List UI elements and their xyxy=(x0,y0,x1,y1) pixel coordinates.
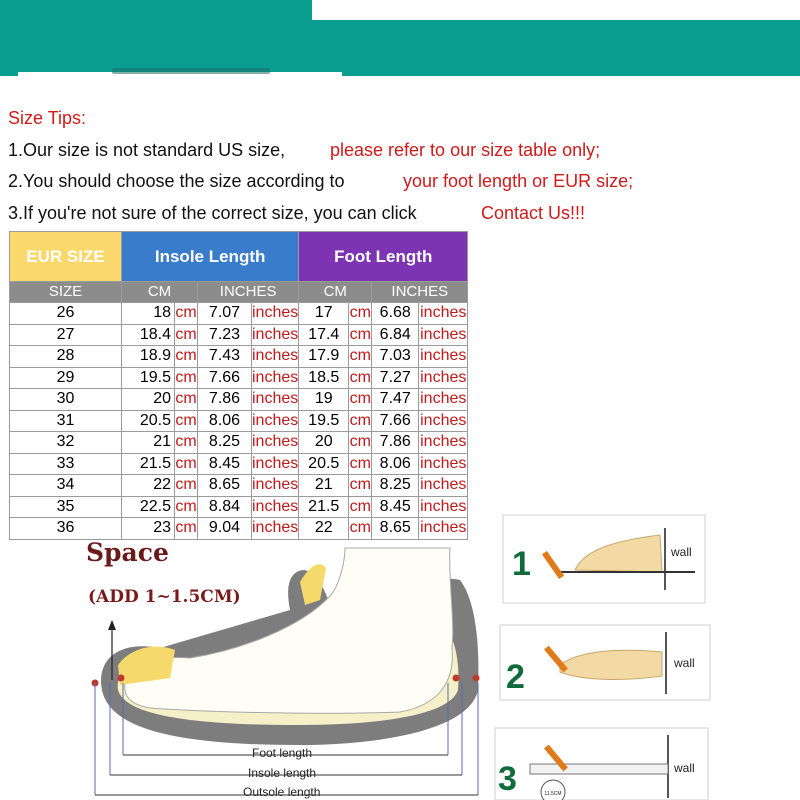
foot-inches-cell: 8.65 xyxy=(372,518,419,540)
foot-inches-unit: inches xyxy=(419,410,468,432)
contact-us-link[interactable]: Contact Us!!! xyxy=(481,202,586,223)
foot-cm-cell: 19 xyxy=(299,389,349,411)
insole-cm-cell: 21 xyxy=(122,432,175,454)
insole-cm-cell: 22 xyxy=(122,475,175,497)
foot-cm-cell: 20.5 xyxy=(299,453,349,475)
foot-cm-unit: cm xyxy=(349,453,372,475)
foot-inches-unit: inches xyxy=(419,389,468,411)
foot-inches-cell: 7.86 xyxy=(372,432,419,454)
foot-inches-cell: 8.06 xyxy=(372,453,419,475)
step-3-ruler xyxy=(530,764,668,774)
foot-inches-unit: inches xyxy=(419,346,468,368)
foot-cm-cell: 17 xyxy=(299,303,349,325)
insole-cm-unit: cm xyxy=(175,389,198,411)
insole-inches-unit: inches xyxy=(252,453,299,475)
size-cell: 33 xyxy=(10,453,122,475)
foot-cm-cell: 22 xyxy=(299,518,349,540)
insole-inches-unit: inches xyxy=(252,324,299,346)
foot-shape xyxy=(125,548,453,713)
foot-length-header: Foot Length xyxy=(299,232,468,282)
size-tip-1-text: 1.Our size is not standard US size, xyxy=(8,139,286,160)
foot-cm-cell: 17.4 xyxy=(299,324,349,346)
foot-cm-unit: cm xyxy=(349,432,372,454)
insole-inches-cell: 8.45 xyxy=(198,453,252,475)
foot-cm-unit: cm xyxy=(349,410,372,432)
insole-inches-cell: 7.86 xyxy=(198,389,252,411)
insole-cm-unit: cm xyxy=(175,432,198,454)
foot-inches-unit: inches xyxy=(419,496,468,518)
subheader-insole-inches: INCHES xyxy=(198,282,299,303)
insole-cm-cell: 18 xyxy=(122,303,175,325)
insole-inches-cell: 8.84 xyxy=(198,496,252,518)
foot-cm-unit: cm xyxy=(349,346,372,368)
insole-inches-unit: inches xyxy=(252,367,299,389)
foot-inches-unit: inches xyxy=(419,518,468,540)
marker-heel-inner xyxy=(453,675,460,682)
size-tip-2-highlight: your foot length or EUR size; xyxy=(403,171,634,191)
insole-cm-cell: 23 xyxy=(122,518,175,540)
size-cell: 28 xyxy=(10,346,122,368)
insole-cm-cell: 20 xyxy=(122,389,175,411)
size-tip-2-text: 2.You should choose the size according to xyxy=(8,171,345,191)
foot-inches-unit: inches xyxy=(419,303,468,325)
subheader-foot-cm: CM xyxy=(299,282,372,303)
space-title: Space xyxy=(86,538,169,567)
insole-inches-unit: inches xyxy=(252,346,299,368)
foot-length-label: Foot length xyxy=(252,746,313,760)
insole-inches-unit: inches xyxy=(252,518,299,540)
step-3-number: 3 xyxy=(498,760,517,798)
foot-cm-unit: cm xyxy=(349,367,372,389)
foot-cm-cell: 21 xyxy=(299,475,349,497)
insole-cm-cell: 18.9 xyxy=(122,346,175,368)
insole-inches-cell: 9.04 xyxy=(198,518,252,540)
insole-cm-cell: 18.4 xyxy=(122,324,175,346)
insole-cm-unit: cm xyxy=(175,475,198,497)
insole-cm-unit: cm xyxy=(175,346,198,368)
foot-inches-cell: 8.45 xyxy=(372,496,419,518)
foot-inches-unit: inches xyxy=(419,475,468,497)
insole-cm-unit: cm xyxy=(175,367,198,389)
step-3-measure-label: 11.5CM xyxy=(544,791,562,797)
size-tip-3-text: 3.If you're not sure of the correct size, you can click xyxy=(8,202,417,223)
insole-cm-unit: cm xyxy=(175,496,198,518)
space-subtitle: (ADD 1~1.5CM) xyxy=(88,587,241,607)
step-1-number: 1 xyxy=(512,545,531,583)
arrow-head xyxy=(108,620,116,630)
foot-cm-unit: cm xyxy=(349,303,372,325)
marker-toe-inner xyxy=(118,675,125,682)
insole-inches-cell: 7.07 xyxy=(198,303,252,325)
insole-inches-cell: 8.25 xyxy=(198,432,252,454)
foot-cm-cell: 18.5 xyxy=(299,367,349,389)
foot-cm-cell: 19.5 xyxy=(299,410,349,432)
size-cell: 29 xyxy=(10,367,122,389)
foot-inches-unit: inches xyxy=(419,453,468,475)
insole-inches-unit: inches xyxy=(252,496,299,518)
eur-size-header: EUR SIZE xyxy=(10,232,122,282)
outsole-length-label: Outsole length xyxy=(243,785,321,799)
size-cell: 27 xyxy=(10,324,122,346)
insole-inches-unit: inches xyxy=(252,389,299,411)
step-3-wall-label: wall xyxy=(674,761,695,775)
size-cell: 35 xyxy=(10,496,122,518)
foot-cm-unit: cm xyxy=(349,496,372,518)
insole-inches-unit: inches xyxy=(252,475,299,497)
insole-cm-unit: cm xyxy=(175,518,198,540)
foot-inches-cell: 6.68 xyxy=(372,303,419,325)
size-cell: 34 xyxy=(10,475,122,497)
insole-cm-unit: cm xyxy=(175,324,198,346)
insole-cm-cell: 22.5 xyxy=(122,496,175,518)
foot-inches-cell: 7.03 xyxy=(372,346,419,368)
foot-cm-unit: cm xyxy=(349,475,372,497)
insole-length-label: Insole length xyxy=(248,766,317,780)
foot-inches-unit: inches xyxy=(419,367,468,389)
insole-cm-unit: cm xyxy=(175,410,198,432)
insole-inches-cell: 7.43 xyxy=(198,346,252,368)
insole-inches-unit: inches xyxy=(252,432,299,454)
subheader-foot-inches: INCHES xyxy=(372,282,468,303)
foot-cm-cell: 17.9 xyxy=(299,346,349,368)
step-2-number: 2 xyxy=(506,658,525,696)
insole-inches-unit: inches xyxy=(252,303,299,325)
insole-cm-unit: cm xyxy=(175,303,198,325)
size-cell: 32 xyxy=(10,432,122,454)
insole-cm-cell: 21.5 xyxy=(122,453,175,475)
foot-cm-unit: cm xyxy=(349,518,372,540)
size-tips-title: Size Tips: xyxy=(8,108,87,128)
subheader-size: SIZE xyxy=(10,282,122,303)
foot-inches-cell: 8.25 xyxy=(372,475,419,497)
foot-cm-unit: cm xyxy=(349,324,372,346)
insole-length-header: Insole Length xyxy=(122,232,299,282)
insole-inches-unit: inches xyxy=(252,410,299,432)
foot-cm-cell: 21.5 xyxy=(299,496,349,518)
size-tip-1-highlight: please refer to our size table only; xyxy=(330,139,601,160)
insole-cm-cell: 20.5 xyxy=(122,410,175,432)
insole-cm-unit: cm xyxy=(175,453,198,475)
foot-cm-cell: 20 xyxy=(299,432,349,454)
insole-inches-cell: 7.23 xyxy=(198,324,252,346)
foot-inches-cell: 7.47 xyxy=(372,389,419,411)
insole-inches-cell: 8.65 xyxy=(198,475,252,497)
step-3-measure-badge xyxy=(541,780,565,800)
size-cell: 26 xyxy=(10,303,122,325)
insole-inches-cell: 7.66 xyxy=(198,367,252,389)
subheader-insole-cm: CM xyxy=(122,282,198,303)
step-2-wall-label: wall xyxy=(674,656,695,670)
step-1-wall-label: wall xyxy=(671,545,692,559)
foot-inches-unit: inches xyxy=(419,432,468,454)
foot-cm-unit: cm xyxy=(349,389,372,411)
foot-inches-cell: 7.66 xyxy=(372,410,419,432)
foot-inches-cell: 6.84 xyxy=(372,324,419,346)
foot-inches-cell: 7.27 xyxy=(372,367,419,389)
marker-heel-outer xyxy=(473,675,480,682)
foot-inches-unit: inches xyxy=(419,324,468,346)
insole-inches-cell: 8.06 xyxy=(198,410,252,432)
size-cell: 30 xyxy=(10,389,122,411)
insole-cm-cell: 19.5 xyxy=(122,367,175,389)
size-cell: 36 xyxy=(10,518,122,540)
size-cell: 31 xyxy=(10,410,122,432)
